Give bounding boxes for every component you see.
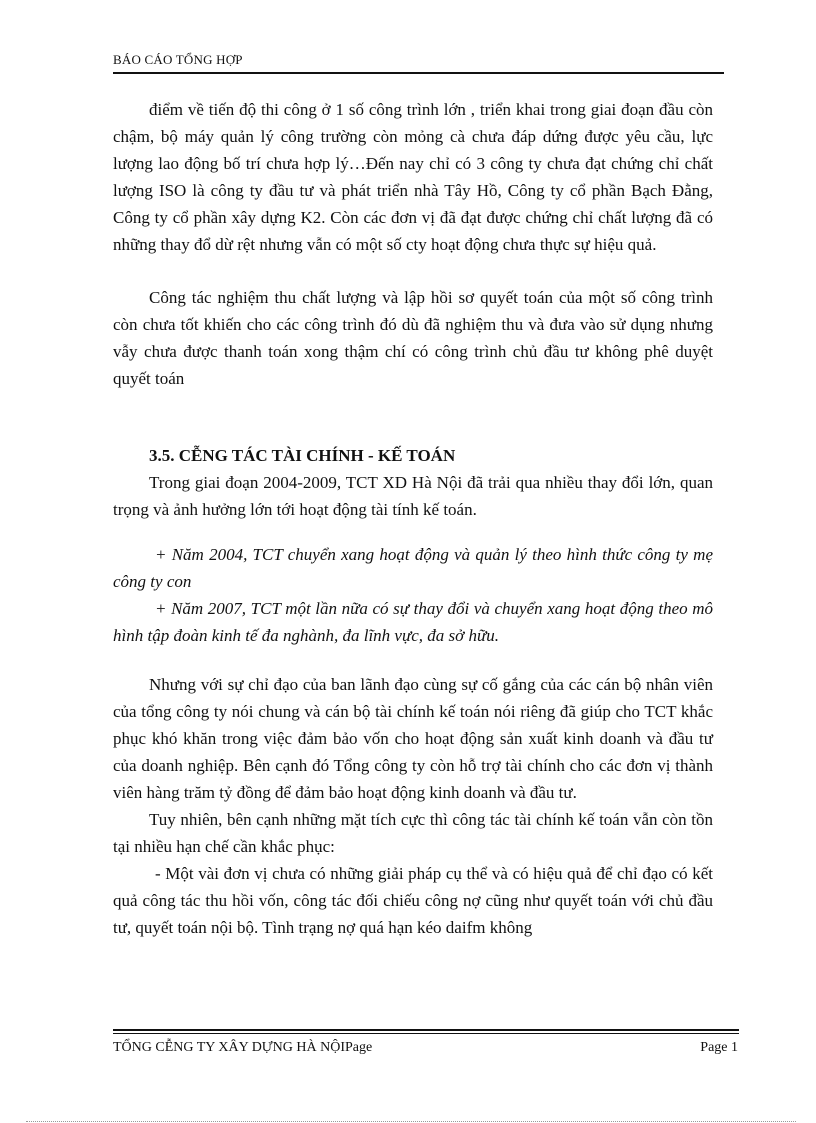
bullet-2: + Năm 2007, TCT một lần nữa có sự thay đổi và chuyển xang hoạt động theo mô hình tập đoàn kinh tế đa nghành, đa lĩnh vực, đa sở hữu. xyxy=(113,599,713,645)
document-body xyxy=(113,96,713,941)
page-header: BÁO CÁO TỔNG HỢP xyxy=(113,52,243,67)
paragraph-5: Tuy nhiên, bên cạnh những mặt tích cực thì công tác tài chính kế toán vẫn còn tồn tại nhiều hạn chế cần khắc phục: xyxy=(113,810,713,856)
spacer xyxy=(113,649,713,671)
paragraph-6: - Một vài đơn vị chưa có những giải pháp cụ thể và có hiệu quả để chỉ đạo có kết quả công tác thu hồi vốn, công tác đối chiếu công nợ cũng như quyết toán với chủ đầu tư, quyết toán nội bộ. Tình trạng nợ quá hạn kéo daifm không xyxy=(113,864,713,937)
spacer xyxy=(113,258,713,284)
spacer xyxy=(113,523,713,541)
page-bottom-border xyxy=(26,1121,796,1122)
footer-page-number: Page 1 xyxy=(700,1040,738,1055)
footer-rule xyxy=(113,1029,739,1031)
paragraph-4: Nhưng với sự chỉ đạo của ban lãnh đạo cùng sự cố gắng của các cán bộ nhân viên của tổng công ty nói chung và cán bộ tài chính kế toán nói riêng đã giúp cho TCT khắc phục khó khăn trong việc đảm bảo vốn cho hoạt động sản xuất kinh doanh và đầu tư của doanh nghiệp. Bên cạnh đó Tổng công ty còn hỗ trợ tài chính cho các đơn vị thành viên hàng trăm tỷ đồng để đảm bảo hoạt động kinh doanh và đầu tư. xyxy=(113,675,713,802)
paragraph-1: điểm về tiến độ thi công ở 1 số công trình lớn , triển khai trong giai đoạn đầu còn chậm, bộ máy quản lý công trường còn mỏng cà chưa đáp dứng được yêu cầu, lực lượng lao động bố trí chưa hợp lý…Đến nay chỉ có 3 công ty chưa đạt chứng chỉ chất lượng ISO là công ty đầu tư và phát triển nhà Tây Hồ, Công ty cổ phần Bạch Đằng, Công ty cổ phần xây dựng K2. Còn các đơn vị đã đạt được chứng chỉ chất lượng đã có những thay đổ dừ rệt nhưng vẫn có một số cty hoạt động chưa thực sự hiệu quả. xyxy=(113,100,713,254)
footer-rule-thin xyxy=(113,1033,739,1034)
bullet-1: + Năm 2004, TCT chuyển xang hoạt động và quản lý theo hình thức công ty mẹ công ty con xyxy=(113,545,713,591)
header-rule xyxy=(113,72,724,74)
spacer xyxy=(113,392,713,442)
paragraph-2: Công tác nghiệm thu chất lượng và lập hồi sơ quyết toán của một số công trình còn chưa tốt khiến cho các công trình đó dù đã nghiệm thu và đưa vào sử dụng nhưng vẫy chưa được thanh toán xong thậm chí có công trình chủ đầu tư không phê duyệt quyết toán xyxy=(113,288,713,388)
paragraph-3: Trong giai đoạn 2004-2009, TCT XD Hà Nội đã trải qua nhiều thay đổi lớn, quan trọng và ảnh hưởng lớn tới hoạt động tài tính kế toán. xyxy=(113,473,713,519)
footer-company: TỔNG CỄNG TY XÂY DỰNG HÀ NỘIPage xyxy=(113,1040,373,1055)
section-heading: 3.5. CỄNG TÁC TÀI CHÍNH - KẾ TOÁN xyxy=(149,446,456,465)
